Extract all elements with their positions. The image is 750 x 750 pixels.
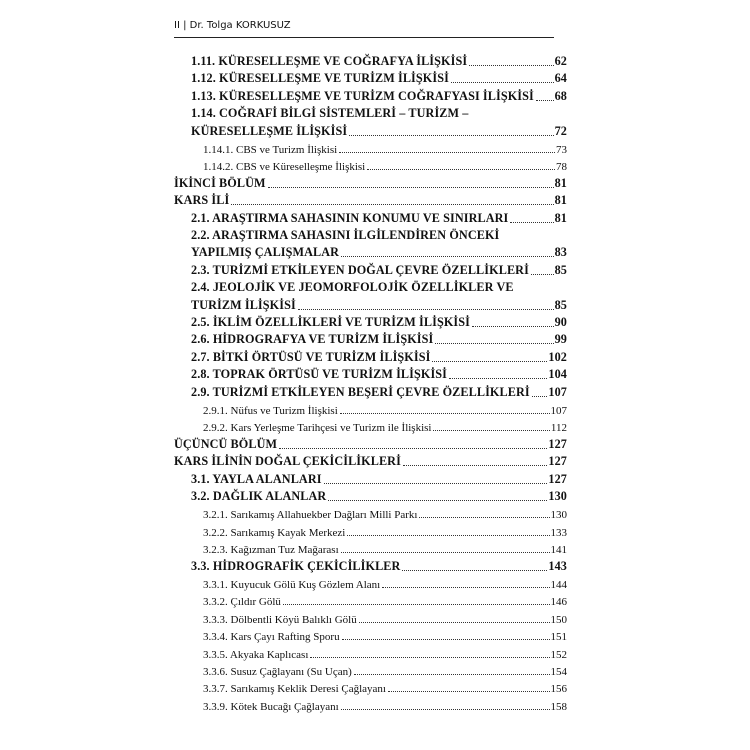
- toc-entry-page: 130: [548, 489, 567, 503]
- toc-entry-title: 3.3.3. Dölbentli Köyü Balıklı Gölü: [203, 613, 357, 626]
- toc-entry-title: KARS İLİ: [174, 193, 230, 208]
- toc-dot-leader: [419, 517, 549, 518]
- toc-entry-title: 3.3.1. Kuyucuk Gölü Kuş Gözlem Alanı: [203, 579, 381, 591]
- toc-dot-leader: [449, 378, 547, 379]
- toc-dot-leader: [349, 135, 553, 136]
- toc-entry-page: 107: [550, 405, 567, 417]
- toc-entry: [203, 574, 567, 591]
- toc-entry-page: 73: [556, 144, 567, 156]
- toc-dot-leader: [310, 657, 549, 658]
- toc-dot-leader: [354, 674, 550, 675]
- toc-entry: [203, 678, 567, 695]
- toc-entry-page: 85: [554, 297, 567, 312]
- toc-entry-title: 1.13. KÜRESELLEŞME VE TURİZM COĞRAFYASI İLİŞKİSİ: [191, 88, 534, 103]
- toc-dot-leader: [359, 622, 550, 623]
- toc-entry-page: 81: [554, 175, 567, 190]
- toc-entry-title: ÜÇÜNCÜ BÖLÜM: [174, 436, 278, 451]
- toc-entry: [203, 696, 567, 713]
- toc-dot-leader: [536, 100, 554, 101]
- toc-entry: [174, 174, 567, 191]
- toc-entry: [203, 400, 567, 417]
- toc-entry: [203, 522, 567, 539]
- toc-entry: [191, 557, 567, 574]
- header-author: Dr. Tolga KORKUSUZ: [189, 20, 291, 31]
- toc-entry-page: 127: [548, 436, 567, 451]
- toc-entry-title: 3.3.4. Kars Çayı Rafting Sporu: [203, 631, 340, 644]
- toc-entry-page: 107: [548, 384, 567, 399]
- toc-entry: [174, 435, 567, 452]
- toc-entry-page: 143: [548, 558, 567, 573]
- toc-dot-leader: [347, 535, 549, 536]
- toc-entry: [191, 313, 567, 330]
- toc-entry-page: 156: [550, 683, 567, 696]
- toc-entry-page: 78: [556, 161, 567, 174]
- toc-entry-page: 151: [550, 631, 567, 644]
- toc-entry-page: 85: [554, 262, 567, 277]
- toc-dot-leader: [402, 570, 547, 571]
- toc-dot-leader: [279, 448, 547, 449]
- toc-entry-page: 127: [548, 471, 567, 486]
- toc-entry-title: 3.2.3. Kağızman Tuz Mağarası: [203, 544, 339, 557]
- toc-entry-title: 3.3.5. Akyaka Kaplıcası: [203, 648, 309, 661]
- toc-dot-leader: [328, 500, 547, 501]
- toc-entry-title: 2.9.1. Nüfus ve Turizm İlişkisi: [203, 405, 338, 417]
- toc-entry-title: YAPILMIŞ ÇALIŞMALAR: [191, 245, 340, 260]
- toc-entry-title: 2.8. TOPRAK ÖRTÜSÜ VE TURİZM İLİŞKİSİ: [191, 367, 448, 382]
- toc-entry-page: 133: [550, 526, 567, 539]
- toc-entry-page: 144: [550, 579, 567, 591]
- toc-entry: [191, 226, 567, 243]
- toc-dot-leader: [283, 604, 550, 605]
- toc-dot-leader: [451, 82, 554, 83]
- toc-entry: [203, 626, 567, 643]
- toc-dot-leader: [531, 274, 554, 275]
- toc-entry: [203, 139, 567, 156]
- toc-entry-title: 3.2.2. Sarıkamış Kayak Merkezi: [203, 526, 346, 539]
- toc-entry: [191, 348, 567, 365]
- toc-entry-page: 68: [554, 88, 567, 103]
- toc-entry: [191, 261, 567, 278]
- toc-entry: [174, 191, 567, 208]
- toc-entry-page: 150: [550, 613, 567, 626]
- toc-dot-leader: [367, 169, 555, 170]
- toc-entry-page: 64: [554, 71, 567, 86]
- toc-entry-title: 2.9. TURİZMİ ETKİLEYEN BEŞERİ ÇEVRE ÖZELLİKLERİ: [191, 384, 530, 399]
- toc-entry-title: 2.4. JEOLOJİK VE JEOMORFOLOJİK ÖZELLİKLER VE: [191, 280, 514, 295]
- toc-entry-page: 90: [554, 315, 567, 329]
- toc-entry-page: 72: [554, 123, 567, 138]
- toc-entry-title: 2.7. BİTKİ ÖRTÜSÜ VE TURİZM İLİŞKİSİ: [191, 349, 431, 364]
- toc-entry-page: 81: [554, 193, 567, 208]
- toc-entry-title: 3.2. DAĞLIK ALANLAR: [191, 489, 327, 503]
- toc-entry-title: 3.3.6. Susuz Çağlayanı (Su Uçan): [203, 666, 352, 678]
- toc-entry-title: 2.5. İKLİM ÖZELLİKLERİ VE TURİZM İLİŞKİSİ: [191, 315, 470, 329]
- toc-dot-leader: [403, 465, 547, 466]
- toc-entry-title: 1.12. KÜRESELLEŞME VE TURİZM İLİŞKİSİ: [191, 71, 449, 86]
- toc-dot-leader: [231, 204, 553, 205]
- header-page-number: II: [174, 20, 180, 31]
- toc-entry-title: 3.2.1. Sarıkamış Allahuekber Dağları Milli Parkı: [203, 509, 418, 522]
- header-separator: |: [183, 20, 190, 31]
- toc-entry: [203, 539, 567, 556]
- toc-entry-title: 1.14. COĞRAFİ BİLGİ SİSTEMLERİ – TURİZM –: [191, 106, 469, 121]
- toc-entry: [191, 470, 567, 487]
- toc-entry-title: 2.1. ARAŞTIRMA SAHASININ KONUMU VE SINIRLARI: [191, 210, 509, 225]
- toc-entry-page: 81: [554, 210, 567, 225]
- toc-entry: [191, 122, 567, 139]
- toc-entry: [174, 452, 567, 469]
- toc-dot-leader: [469, 65, 553, 66]
- toc-entry-title: 2.6. HİDROGRAFYA VE TURİZM İLİŞKİSİ: [191, 332, 434, 347]
- header-rule: [174, 37, 554, 38]
- toc-dot-leader: [532, 396, 548, 397]
- toc-entry: [191, 296, 567, 313]
- toc-entry-page: 141: [550, 544, 567, 557]
- toc-entry: [191, 365, 567, 382]
- toc-entry: [203, 591, 567, 608]
- toc-entry-title: 3.3. HİDROGRAFİK ÇEKİCİLİKLER: [191, 558, 401, 573]
- toc-entry-title: 2.3. TURİZMİ ETKİLEYEN DOĞAL ÇEVRE ÖZELLİKLERİ: [191, 262, 529, 277]
- toc-entry-title: 2.2. ARAŞTIRMA SAHASINI İLGİLENDİREN ÖNCEKİ: [191, 228, 500, 242]
- toc-entry: [191, 52, 567, 69]
- toc-dot-leader: [324, 483, 548, 484]
- toc-entry-page: 154: [550, 666, 567, 678]
- toc-entry: [191, 487, 567, 504]
- toc-entry-title: İKİNCİ BÖLÜM: [174, 175, 266, 190]
- toc-entry-title: 1.11. KÜRESELLEŞME VE COĞRAFYA İLİŞKİSİ: [191, 54, 468, 68]
- toc-dot-leader: [341, 256, 554, 257]
- toc-entry: [191, 87, 567, 104]
- toc-entry: [191, 209, 567, 226]
- toc-entry: [203, 661, 567, 678]
- toc-dot-leader: [342, 639, 550, 640]
- toc-entry-page: 83: [554, 245, 567, 260]
- toc-entry: [191, 243, 567, 260]
- toc-entry-title: 3.3.7. Sarıkamış Keklik Deresi Çağlayanı: [203, 683, 386, 696]
- toc-entry: [191, 383, 567, 400]
- toc-dot-leader: [298, 309, 554, 310]
- toc-entry: [203, 156, 567, 173]
- toc-entry: [191, 330, 567, 347]
- toc-entry-page: 127: [548, 454, 567, 469]
- toc-entry: [191, 69, 567, 86]
- toc-entry-title: 1.14.2. CBS ve Küreselleşme İlişkisi: [203, 161, 366, 174]
- toc-dot-leader: [435, 343, 553, 344]
- toc-entry-title: 2.9.2. Kars Yerleşme Tarihçesi ve Turizm ile İlişkisi: [203, 422, 432, 435]
- toc-entry: [203, 609, 567, 626]
- toc-dot-leader: [432, 361, 547, 362]
- toc-entry-page: 62: [554, 54, 567, 68]
- toc-dot-leader: [340, 413, 550, 414]
- page-header: [174, 20, 554, 34]
- toc-dot-leader: [472, 326, 554, 327]
- toc-dot-leader: [339, 152, 555, 153]
- toc-entry-page: 130: [550, 509, 567, 522]
- toc-dot-leader: [433, 430, 549, 431]
- toc-dot-leader: [510, 222, 553, 223]
- toc-entry: [191, 278, 567, 295]
- toc-entry-title: KÜRESELLEŞME İLİŞKİSİ: [191, 123, 348, 138]
- toc-entry: [203, 644, 567, 661]
- toc-entry-page: 102: [548, 349, 567, 364]
- toc-entry-title: 3.1. YAYLA ALANLARI: [191, 471, 322, 486]
- toc-entry-title: KARS İLİNİN DOĞAL ÇEKİCİLİKLERİ: [174, 454, 401, 469]
- toc-entry-page: 99: [554, 332, 567, 347]
- toc-entry: [191, 104, 567, 121]
- toc-entry-page: 104: [548, 367, 567, 382]
- toc-entry: [203, 504, 567, 521]
- toc-entry-title: 3.3.9. Kötek Bucağı Çağlayanı: [203, 700, 339, 713]
- toc-dot-leader: [341, 709, 550, 710]
- toc-dot-leader: [388, 691, 550, 692]
- toc-entry-title: TURİZM İLİŞKİSİ: [191, 297, 296, 312]
- toc-entry-page: 146: [550, 596, 567, 609]
- toc-entry: [203, 417, 567, 434]
- toc-dot-leader: [341, 552, 550, 553]
- toc-entry-title: 1.14.1. CBS ve Turizm İlişkisi: [203, 144, 338, 156]
- toc-entry-page: 112: [550, 422, 567, 435]
- toc-dot-leader: [268, 187, 554, 188]
- toc-entry-page: 158: [550, 700, 567, 713]
- toc-dot-leader: [382, 587, 549, 588]
- toc-entry-title: 3.3.2. Çıldır Gölü: [203, 596, 281, 609]
- toc-entry-page: 152: [550, 648, 567, 661]
